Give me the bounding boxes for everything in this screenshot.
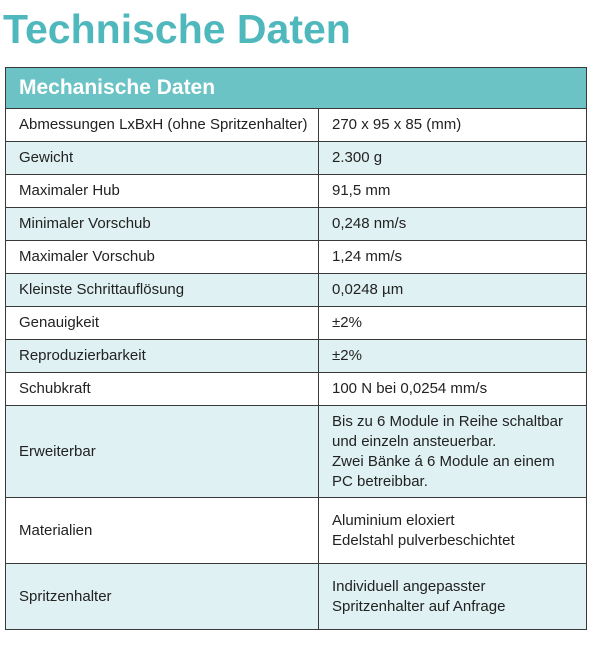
table-row [6, 406, 587, 498]
row-value: ±2% [319, 307, 587, 340]
row-label: Minimaler Vorschub [6, 208, 319, 241]
table-row [6, 241, 587, 274]
table-row [6, 274, 587, 307]
row-label: Maximaler Vorschub [6, 241, 319, 274]
row-label: Gewicht [6, 142, 319, 175]
row-value: 100 N bei 0,0254 mm/s [319, 373, 587, 406]
row-label: Abmessungen LxBxH (ohne Spritzenhalter) [6, 109, 319, 142]
value-line: Bis zu 6 Module in Reihe schaltbar [332, 412, 563, 430]
row-label: Materialien [6, 498, 319, 564]
row-value [319, 564, 587, 630]
table-header: Mechanische Daten [6, 68, 587, 109]
row-label: Spritzenhalter [6, 564, 319, 630]
value-line: PC betreibbar. [332, 472, 428, 490]
table-row [6, 175, 587, 208]
row-value: 1,24 mm/s [319, 241, 587, 274]
table-row [6, 142, 587, 175]
row-value: 0,248 nm/s [319, 208, 587, 241]
table-row [6, 373, 587, 406]
row-value [319, 406, 587, 498]
table-row [6, 498, 587, 564]
value-line: und einzeln ansteuerbar. [332, 432, 497, 450]
table-row [6, 340, 587, 373]
row-label: Maximaler Hub [6, 175, 319, 208]
row-value: ±2% [319, 340, 587, 373]
row-value: 0,0248 µm [319, 274, 587, 307]
row-label: Kleinste Schrittauflösung [6, 274, 319, 307]
row-value: 91,5 mm [319, 175, 587, 208]
page-title: Technische Daten [3, 6, 351, 52]
row-value [319, 498, 587, 564]
value-line: Spritzenhalter auf Anfrage [332, 597, 506, 615]
row-value: 2.300 g [319, 142, 587, 175]
value-line: Edelstahl pulverbeschichtet [332, 531, 515, 549]
value-line: Zwei Bänke á 6 Module an einem [332, 452, 555, 470]
row-value: 270 x 95 x 85 (mm) [319, 109, 587, 142]
row-label: Genauigkeit [6, 307, 319, 340]
row-label: Erweiterbar [6, 406, 319, 498]
value-line: Aluminium eloxiert [332, 511, 455, 529]
row-label: Schubkraft [6, 373, 319, 406]
value-line: Individuell angepasster [332, 577, 486, 595]
table-row [6, 564, 587, 630]
row-label: Reproduzierbarkeit [6, 340, 319, 373]
table-row [6, 307, 587, 340]
spec-table [5, 67, 587, 630]
table-header-row [6, 68, 587, 109]
table-row [6, 109, 587, 142]
table-row [6, 208, 587, 241]
